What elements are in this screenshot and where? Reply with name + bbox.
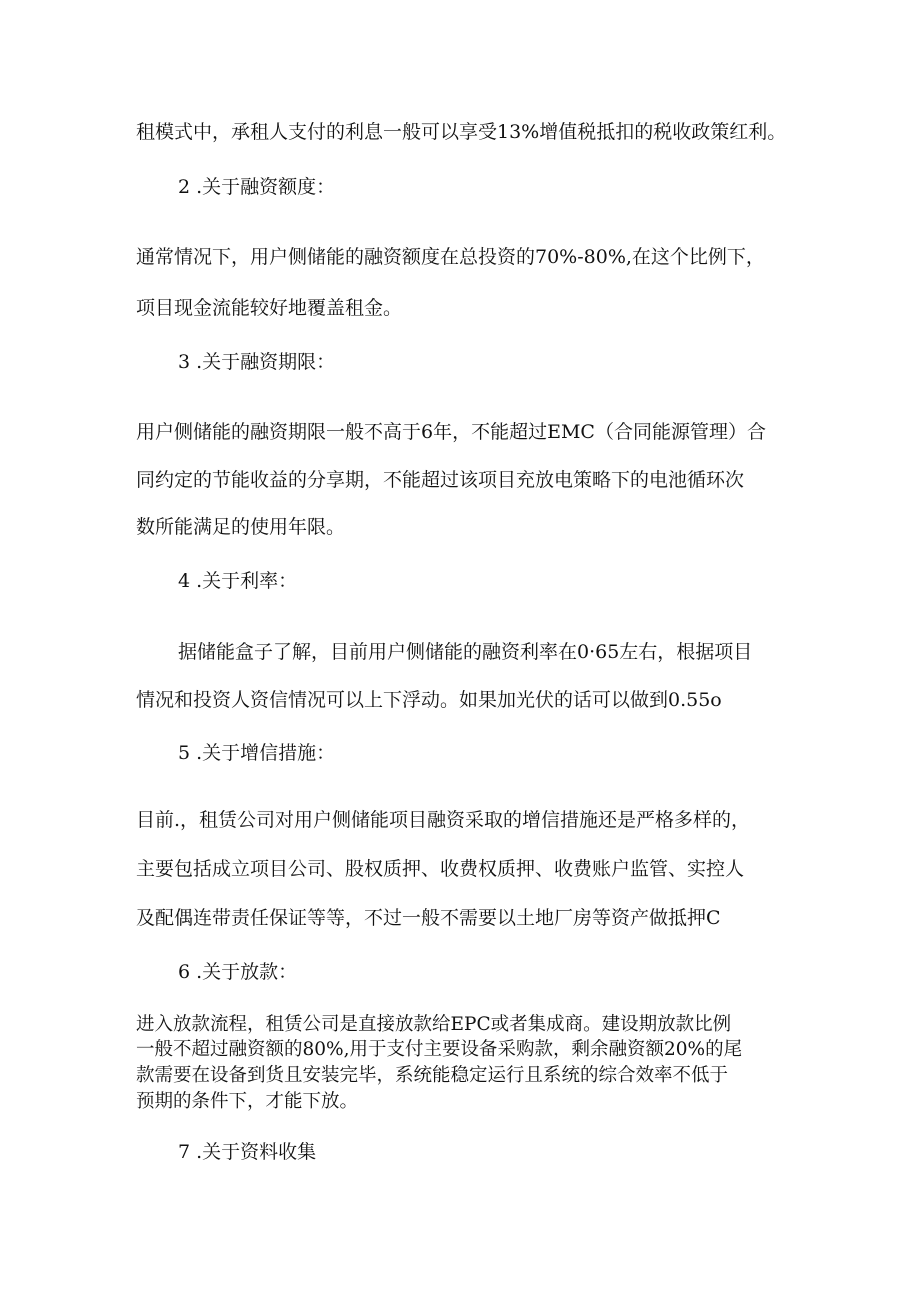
paragraph-line: 情况和投资人资信情况可以上下浮动。如果加光伏的话可以做到0.55o <box>136 689 722 711</box>
paragraph-line: 租模式中，承租人支付的利息一般可以享受13%增值税抵扣的税收政策红利。 <box>136 121 787 143</box>
section-heading: 4 .关于利率： <box>178 570 298 592</box>
paragraph-line: 预期的条件下，才能下放。 <box>136 1091 359 1112</box>
paragraph-line: 项目现金流能较好地覆盖租金。 <box>136 297 403 319</box>
paragraph-line: 据储能盒子了解，目前用户侧储能的融资利率在0·65左右，根据项目 <box>178 641 753 663</box>
paragraph-line: 及配偶连带责任保证等等，不过一般不需要以土地厂房等资产做抵押C <box>136 907 721 929</box>
paragraph-line: 进入放款流程，租赁公司是直接放款给EPC或者集成商。建设期放款比例 <box>136 1014 732 1035</box>
paragraph-line: 通常情况下，用户侧储能的融资额度在总投资的70%-80%,在这个比例下， <box>136 246 765 268</box>
paragraph-line: 同约定的节能收益的分享期，不能超过该项目充放电策略下的电池循环次 <box>136 469 745 491</box>
paragraph-line: 主要包括成立项目公司、股权质押、收费权质押、收费账户监管、实控人 <box>136 858 745 880</box>
paragraph-line: 用户侧储能的融资期限一般不高于6年，不能超过EMC（合同能源管理）合 <box>136 421 766 443</box>
section-heading: 6 .关于放款： <box>178 961 298 983</box>
section-heading: 5 .关于增信措施： <box>178 742 336 764</box>
paragraph-line: 款需要在设备到货且安装完毕，系统能稳定运行且系统的综合效率不低于 <box>136 1065 729 1086</box>
section-heading: 3 .关于融资期限： <box>178 351 336 373</box>
section-heading: 2 .关于融资额度： <box>178 176 336 198</box>
paragraph-line: 数所能满足的使用年限。 <box>136 516 346 538</box>
section-heading: 7 .关于资料收集 <box>178 1141 317 1163</box>
paragraph-line: 目前.，租赁公司对用户侧储能项目融资采取的增信措施还是严格多样的， <box>136 809 751 831</box>
paragraph-line: 一般不超过融资额的80%,用于支付主要设备采购款，剩余融资额20%的尾 <box>136 1039 743 1060</box>
